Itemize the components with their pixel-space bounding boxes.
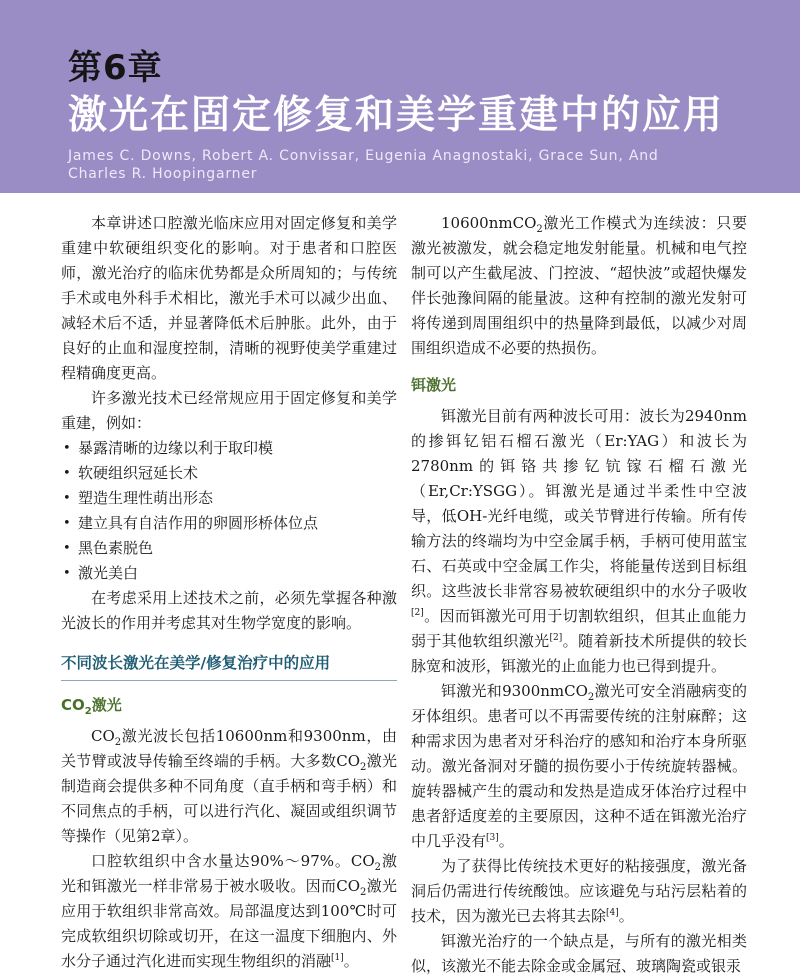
paragraph: 在考虑采用上述技术之前，必须先掌握各种激光波长的作用并考虑其对生物学宽度的影响。 xyxy=(61,589,397,632)
left-column xyxy=(61,211,397,979)
authors-line-2: Charles R. Hoopingarner xyxy=(68,166,258,183)
chapter-number: 第6章 xyxy=(68,48,163,88)
paragraph: 口腔软组织中含水量达90%～97%。$CO_2$激光和铒激光一样非常易于被水吸收。因而$CO_2$激光应用于软组织非常高效。局部温度达到100℃时可完成软组织切除或切开，在这一温度下细胞内、外水分子通过汽化进而实现生物组织的消融[1]。 xyxy=(61,852,397,970)
list-item: • 建立具有自洁作用的卵圆形桥体位点 xyxy=(61,511,397,536)
chapter-title: 激光在固定修复和美学重建中的应用 xyxy=(68,93,725,139)
paragraph: 许多激光技术已经常规应用于固定修复和美学重建，例如： xyxy=(61,389,397,432)
subsection-heading-co2-laser: $CO_2$激光 xyxy=(61,696,122,717)
chapter-header xyxy=(0,0,800,193)
list-item: • 软硬组织冠延长术 xyxy=(61,461,397,486)
subsection-heading-erbium-laser: 铒激光 xyxy=(411,376,457,394)
right-column xyxy=(411,211,747,979)
paragraph: 10600nmCO$_2$激光工作模式为连续波：只要激光被激发，就会稳定地发射能量。机械和电气控制可以产生截尾波、门控波、“超快波”或超快爆发伴长弛豫间隔的能量波。这种有控制的激光发射可将传递到周围组织中的热量降到最低，以减少对周围组织造成不必要的热损伤。 xyxy=(411,214,747,357)
list-item: • 激光美白 xyxy=(61,561,397,586)
paragraph: 铒激光治疗的一个缺点是，与所有的激光相类似，该激光不能去除金或金属冠、玻璃陶瓷或银汞 xyxy=(411,932,747,975)
paragraph: 本章讲述口腔激光临床应用对固定修复和美学重建中软硬组织变化的影响。对于患者和口腔医师，激光治疗的临床优势都是众所周知的；与传统手术或电外科手术相比，激光手术可以减少出血、减轻术后不适，并显著降低术后肿胀。此外，由于良好的止血和湿度控制，清晰的视野使美学重建过程精确度更高。 xyxy=(61,214,397,382)
paragraph: 为了获得比传统技术更好的粘接强度，激光备洞后仍需进行传统酸蚀。应该避免与玷污层粘着的技术，因为激光已去将其去除[4]。 xyxy=(411,857,747,925)
list-item: • 黑色素脱色 xyxy=(61,536,397,561)
section-heading: 不同波长激光在美学/修复治疗中的应用 xyxy=(61,653,397,681)
paragraph: 铒激光和9300nmCO$_2$激光可安全消融病变的牙体组织。患者可以不再需要传统的注射麻醉；这种需求因为患者对牙科治疗的感知和治疗本身所驱动。激光备洞对牙髓的损伤要小于传统旋转器械。旋转器械产生的震动和发热是造成牙体治疗过程中患者舒适度差的主要原因，这种不适在铒激光治疗中几乎没有[3]。 xyxy=(411,682,747,850)
list-item: • 暴露清晰的边缘以利于取印模 xyxy=(61,436,397,461)
laser-techniques-list xyxy=(61,436,397,586)
page-body xyxy=(0,193,800,979)
paragraph: $CO_2$激光波长包括10600nm和9300nm，由关节臂或波导传输至终端的手柄。大多数$CO_2$激光制造商会提供多种不同角度（直手柄和弯手柄）和不同焦点的手柄，可以进行汽化、凝固或组织调节等操作（见第2章）。 xyxy=(61,727,397,845)
authors xyxy=(68,147,760,183)
paragraph: 铒激光目前有两种波长可用：波长为2940nm的掺铒钇铝石榴石激光（Er:YAG）和波长为2780nm的铒铬共掺钇钪镓石榴石激光（Er,Cr:YSGG）。铒激光是通过半柔性中空波导，低OH-光纤电缆，或关节臂进行传输。所有传输方法的终端均为中空金属手柄，手柄可使用蓝宝石、石英或中空金属工作尖，将能量传送到目标组织。这些波长非常容易被软硬组织中的水分子吸收[2]。因而铒激光可用于切割软组织，但其止血能力弱于其他软组织激光[2]。随着新技术所提供的较长脉宽和波形，铒激光的止血能力也已得到提升。 xyxy=(411,407,747,675)
authors-line-1: James C. Downs, Robert A. Convissar, Eugenia Anagnostaki, Grace Sun, And xyxy=(68,148,659,165)
list-item: • 塑造生理性萌出形态 xyxy=(61,486,397,511)
